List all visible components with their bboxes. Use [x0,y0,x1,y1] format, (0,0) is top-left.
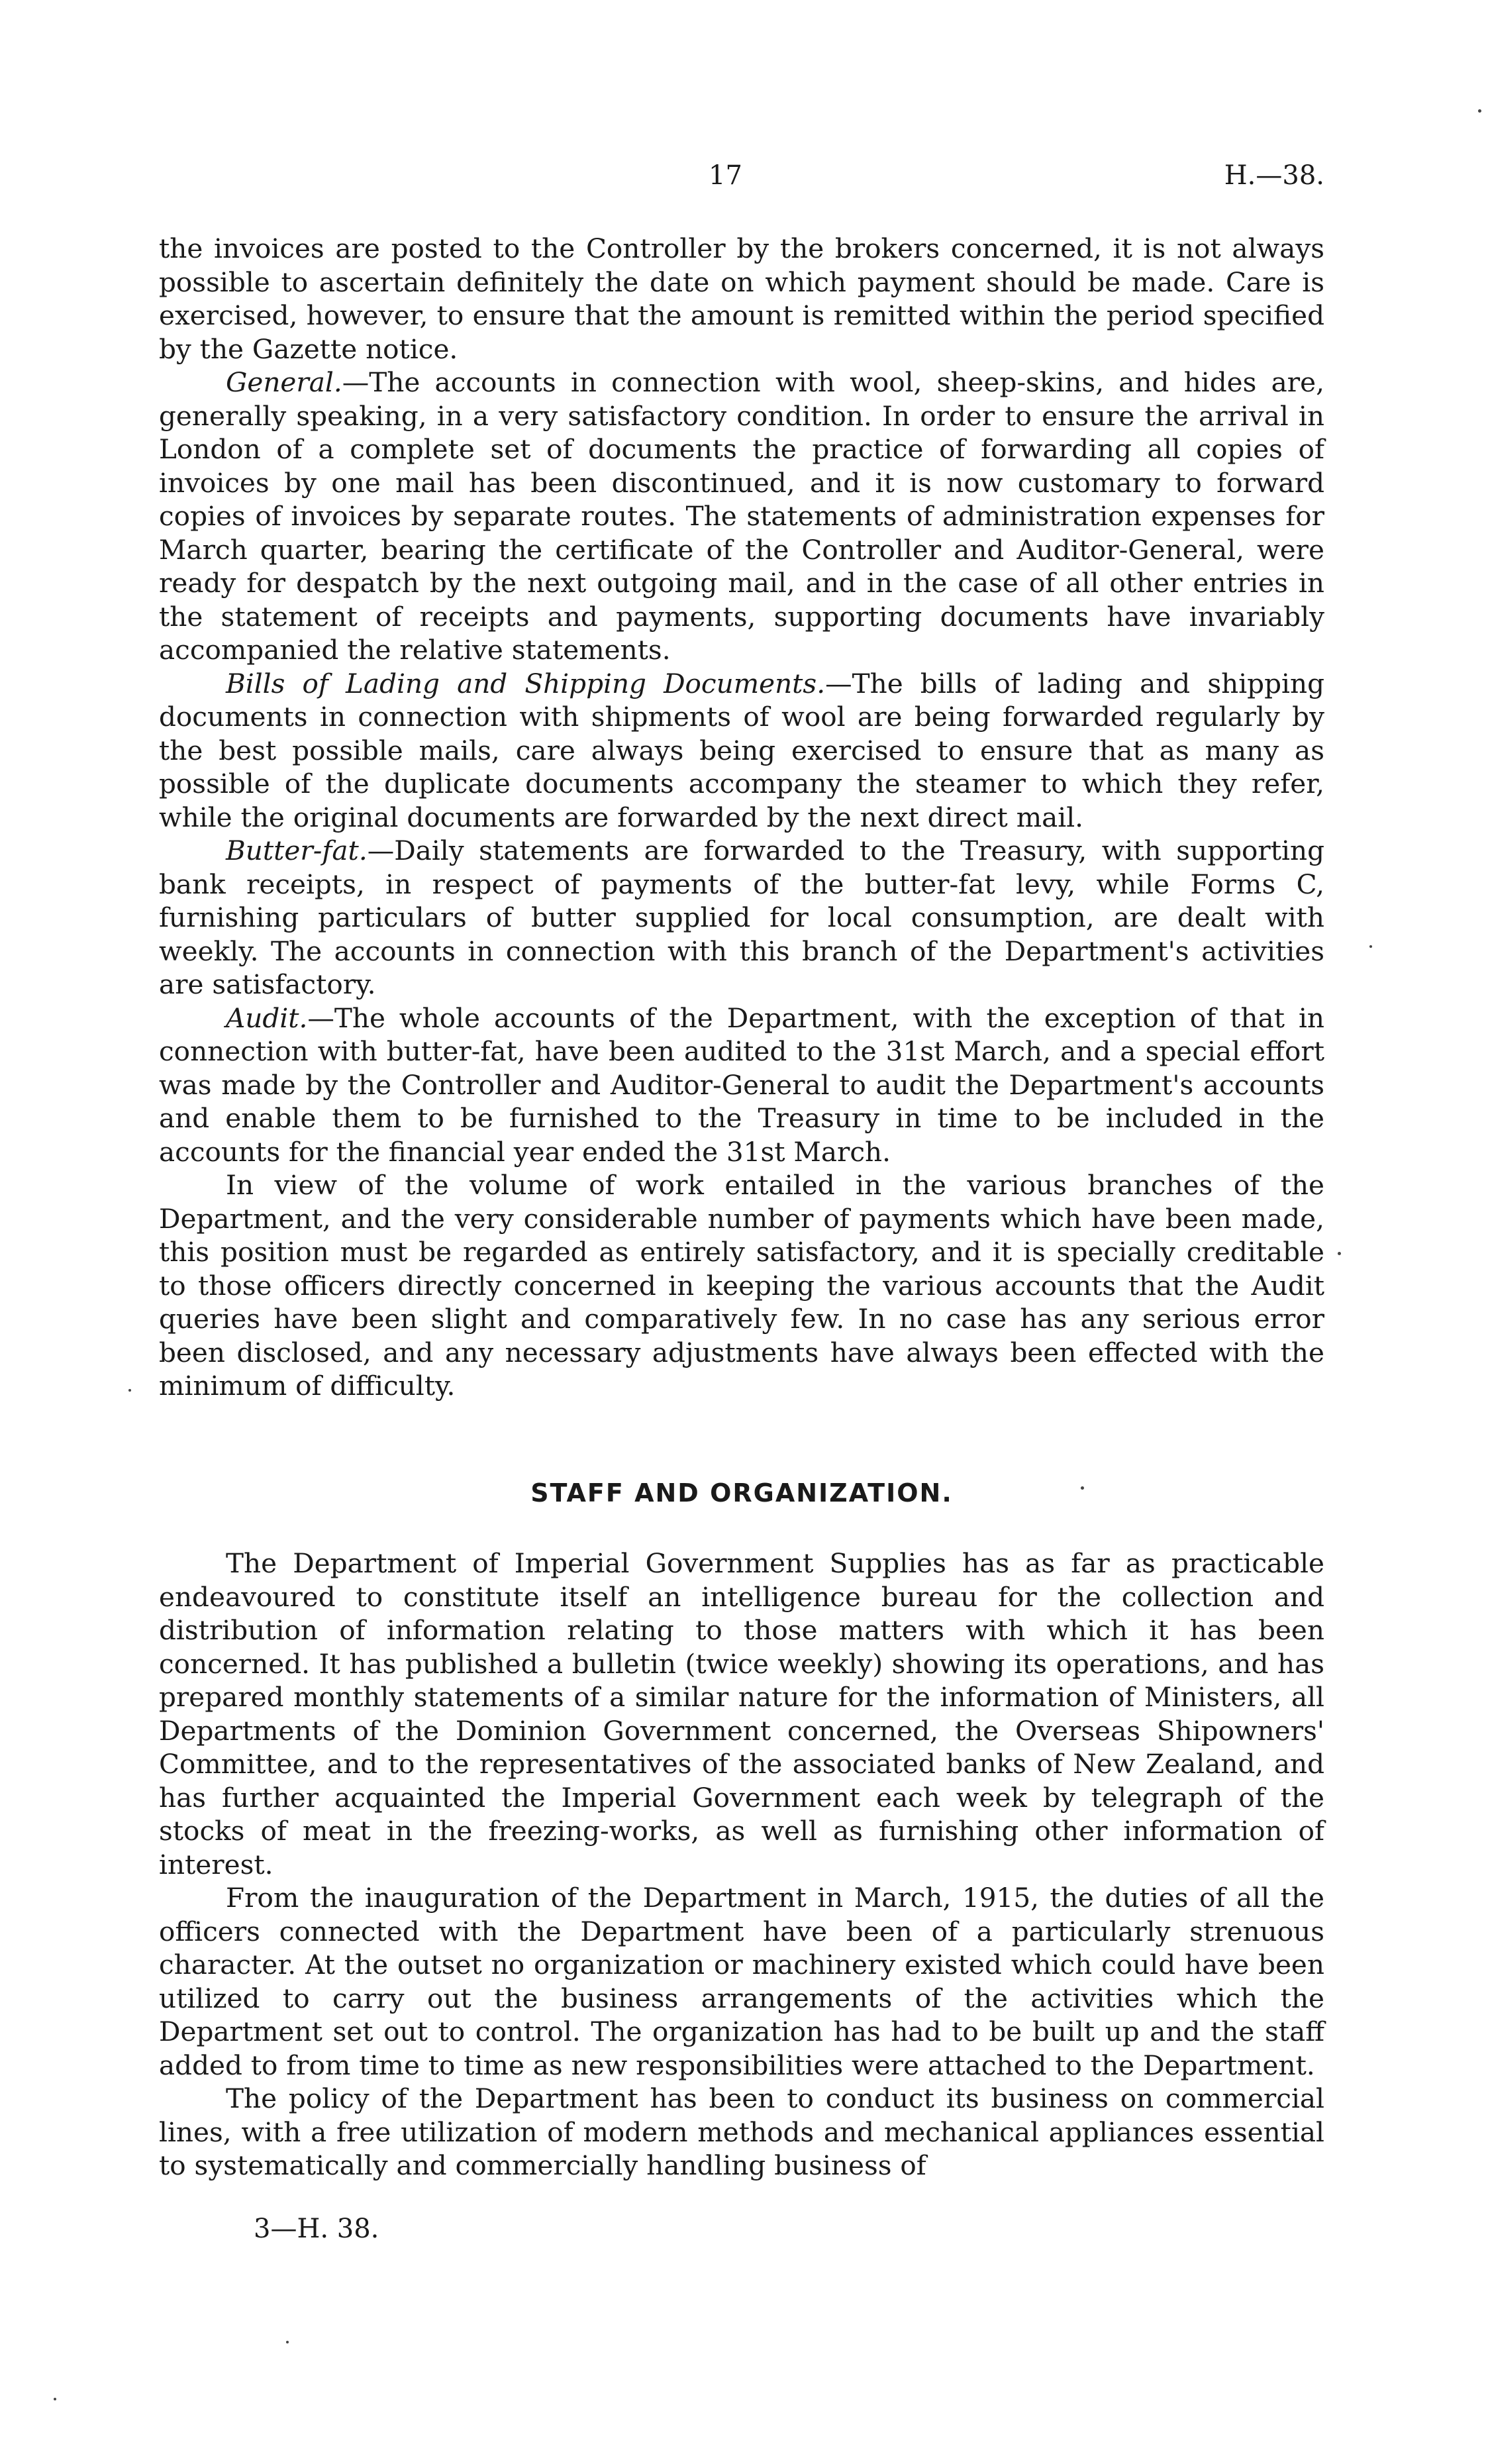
paragraph-intelligence-bureau: The Department of Imperial Government Supplies has as far as practicable endeavoured to constitute itself an intelligence bureau for the collection and distribution of information relating to those matters with which it has been concerned. It has published a bulletin (twice weekly) showing its operations, and has prepared monthly statements of a similar nature for the information of Ministers, all Departments of the Dominion Government concerned, the Overseas Shipowners' Committee, and to the representatives of the associated banks of New Zealand, and has further acquainted the Imperial Government each week by telegraph of the stocks of meat in the freezing-works, as well as furnishing other information of interest. [159,1547,1324,1880]
scan-speck [286,2341,289,2343]
scan-speck [54,2398,56,2400]
scan-speck [1369,945,1372,948]
paragraph-butter-fat [159,834,1324,1001]
scan-speck [1478,109,1481,113]
paragraph-inauguration: From the inauguration of the Department in March, 1915, the duties of all the officers connected with the Department have been of a particularly strenuous character. At the outset no organization or machinery existed which could have been utilized to carry out the business arrangements of the activities which the Department set out to control. The organization has had to be built up and the staff added to from time to time as new responsibilities were attached to the Department. [159,1882,1324,2081]
scan-speck [1081,1486,1084,1490]
paragraph-lead: Audit. [226,1001,308,1034]
accounts-section [159,232,1324,1403]
paragraph-text: —The accounts in connection with wool, sheep-skins, and hides are, generally speaking, in a very satisfactory condition. In order to ensure the arrival in London of a complete set of documents the practice of forwarding all copies of invoices by one mail has been discontinued, and it is now customary to forward copies of invoices by separate routes. The statements of administration expenses for March quarter, bearing the certificate of the Controller and Auditor-General, were ready for despatch by the next outgoing mail, and in the case of all other entries in the statement of receipts and payments, supporting documents have invariably accompanied the relative statements. [159,366,1324,666]
paragraph-text: —Daily statements are forwarded to the Treasury, with supporting bank receipts, in respect of payments of the butter-fat levy, while Forms C, furnishing particulars of butter supplied for local consumption, are dealt with weekly. The accounts in connection with this branch of the Department's activities are satisfactory. [159,835,1324,1000]
page-number: 17 [709,160,742,191]
section-heading: STAFF AND ORGANIZATION. [530,1478,953,1508]
page-header [159,160,1324,200]
paragraph-text: the invoices are posted to the Controller by the brokers concerned, it is not always possible to ascertain definitely the date on which payment should be made. Care is exercised, however, to ensure that the amount is remitted within the period specified by the Gazette notice. [159,232,1324,365]
paragraph-text: —The whole accounts of the Department, with the exception of that in connection with butter-fat, have been audited to the 31st March, and a special effort was made by the Controller and Auditor-General to audit the Department's accounts and enable them to be furnished to the Treasury in time to be included in the accounts for the financial year ended the 31st March. [159,1001,1324,1168]
document-reference: H.—38. [1224,160,1324,191]
paragraph-lead: Butter-fat. [226,835,368,866]
staff-organization-section [159,1547,1324,2182]
paragraph-text: In view of the volume of work entailed in the various branches of the Department, and the very considerable number of payments which have been made, this position must be regarded as entirely satisfactory, and it is specially creditable to those officers directly concerned in keeping the various accounts that the Audit queries have been slight and comparatively few. In no case has any serious error been disclosed, and any necessary adjustments have always been effected with the minimum of difficulty. [159,1169,1324,1402]
paragraph-invoices [159,232,1324,366]
scan-speck [1338,1252,1341,1255]
scan-speck [128,1389,131,1392]
paragraph-lead: General. [226,366,342,398]
signature-mark: 3—H. 38. [254,2214,379,2244]
paragraph-text: —The bills of lading and shipping documents in connection with shipments of wool are being forwarded regularly by the best possible mails, care always being exercised to ensure that as many as possible of the duplicate documents accompany the steamer to which they refer, while the original documents are forwarded by the next direct mail. [159,667,1324,833]
paragraph-summary [159,1168,1324,1403]
paragraph-audit [159,1001,1324,1169]
paragraph-lead: Bills of Lading and Shipping Documents. [226,667,826,699]
paragraph-general [159,366,1324,667]
paragraph-policy: The policy of the Department has been to conduct its business on commercial lines, with a free utilization of modern methods and mechanical appliances essential to systematically and commercially handling business of [159,2082,1324,2181]
paragraph-bills-of-lading [159,667,1324,835]
